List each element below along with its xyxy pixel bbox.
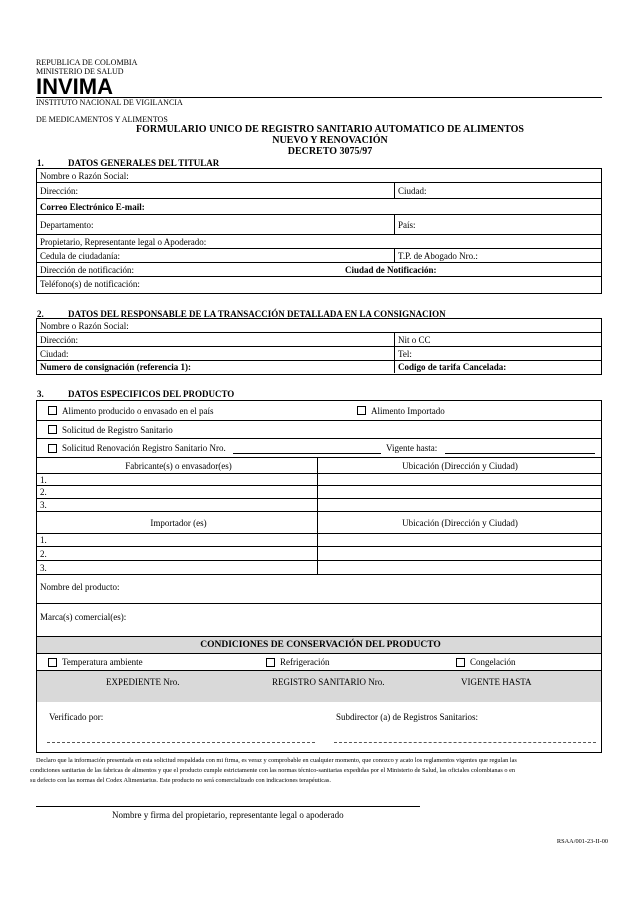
- section2-title: DATOS DEL RESPONSABLE DE LA TRANSACCIÓN DETALLADA EN LA CONSIGNACION: [68, 309, 446, 319]
- row-correo: [37, 199, 601, 215]
- importador-row-1-number[interactable]: 1.: [40, 535, 47, 545]
- alimento-importado-label: Alimento Importado: [371, 406, 445, 416]
- section2-box: [36, 318, 602, 375]
- section3-number: 3.: [37, 389, 44, 399]
- row-expediente: [37, 671, 601, 702]
- departamento-field[interactable]: Departamento:: [40, 220, 94, 230]
- declaration: [30, 756, 606, 786]
- row-cedula: [37, 249, 601, 263]
- renovacion-nro-line[interactable]: [233, 453, 381, 454]
- row-verificacion: [37, 702, 601, 751]
- country-label: REPUBLICA DE COLOMBIA: [36, 58, 138, 67]
- declaration-line-2: condiciones sanitarias de las fabricas de alimentos y que el producto cumple estrictamente con las normas técnico-sanitarias expedidas por el Ministerio de Salud, las oficiales colombianas o en: [30, 767, 516, 774]
- pais-field[interactable]: País:: [398, 220, 416, 230]
- section1-title: DATOS GENERALES DEL TITULAR: [68, 158, 220, 168]
- section3-box: [36, 400, 602, 637]
- owner-signature-label: Nombre y firma del propietario, representante legal o apoderado: [112, 810, 344, 820]
- title-line-2: NUEVO Y RENOVACIÓN: [272, 135, 388, 146]
- s2-tarifa-field[interactable]: Codigo de tarifa Cancelada:: [398, 362, 507, 372]
- importador-row-2-number[interactable]: 2.: [40, 549, 47, 559]
- razon-social-field[interactable]: Nombre o Razón Social:: [40, 171, 129, 181]
- alimento-importado-checkbox[interactable]: [357, 406, 366, 415]
- row-telefono: [37, 277, 601, 292]
- row2-consignacion: [37, 361, 601, 373]
- ciudad-field[interactable]: Ciudad:: [398, 186, 427, 196]
- importador-header: Importador (es): [150, 518, 207, 528]
- s2-consignacion-field[interactable]: Numero de consignación (referencia 1):: [40, 362, 191, 372]
- refrigeracion-checkbox[interactable]: [266, 658, 275, 667]
- cedula-field[interactable]: Cedula de ciudadanía:: [40, 251, 120, 261]
- title-line-1: FORMULARIO UNICO DE REGISTRO SANITARIO AUTOMATICO DE ALIMENTOS: [136, 124, 524, 135]
- row-departamento: [37, 215, 601, 235]
- invima-logo: INVIMA: [36, 74, 113, 99]
- ministry-label: MINISTERIO DE SALUD: [36, 67, 124, 76]
- registro-label: REGISTRO SANITARIO Nro.: [272, 677, 385, 687]
- importador-row-1: [37, 534, 601, 547]
- title-line-3: DECRETO 3075/97: [287, 146, 373, 157]
- s2-tel-field[interactable]: Tel:: [398, 349, 412, 359]
- s2-ciudad-field[interactable]: Ciudad:: [40, 349, 69, 359]
- dir-notificacion-field[interactable]: Dirección de notificación:: [40, 265, 134, 275]
- s2-nit-field[interactable]: Nit o CC: [398, 335, 431, 345]
- tp-abogado-field[interactable]: T.P. de Abogado Nro.:: [398, 251, 478, 261]
- importador-row-2: [37, 547, 601, 561]
- alimento-pais-checkbox[interactable]: [48, 406, 57, 415]
- subdirector-signature-line[interactable]: [334, 742, 596, 743]
- owner-signature-line[interactable]: [36, 806, 420, 807]
- temperatura-checkbox[interactable]: [48, 658, 57, 667]
- form-title: [60, 124, 600, 157]
- fabricante-row-3-number[interactable]: 3.: [40, 500, 47, 510]
- row-importador-header: [37, 512, 601, 534]
- fabricante-row-3: [37, 499, 601, 512]
- solicitud-registro-label: Solicitud de Registro Sanitario: [62, 425, 173, 435]
- fabricante-header: Fabricante(s) o envasador(es): [125, 461, 232, 471]
- row-nombre-producto: [37, 575, 601, 604]
- nombre-producto-field[interactable]: Nombre del producto:: [40, 582, 120, 592]
- importador-row-3-number[interactable]: 3.: [40, 563, 47, 573]
- vigente-label: VIGENTE HASTA: [461, 677, 532, 687]
- alimento-pais-label: Alimento producido o envasado en el país: [62, 406, 214, 416]
- declaration-line-1: Declaro que la información presentada en esta solicitud respaldada con mi firma, es veraz y comprobable en cualquier momento, que conozco y acato los reglamentos vigentes que regulan las: [36, 757, 517, 764]
- row-solicitud-registro: [37, 421, 601, 439]
- declaration-line-3: su defecto con las normas del Codex Alimentarius. Este producto no será comercializado con indicaciones terapéuticas.: [30, 777, 331, 784]
- s2-razon-social-field[interactable]: Nombre o Razón Social:: [40, 321, 129, 331]
- solicitud-renovacion-label: Solicitud Renovación Registro Sanitario Nro.: [62, 443, 226, 453]
- row-fabricante-header: [37, 458, 601, 474]
- ciudad-notificacion-field[interactable]: Ciudad de Notificación:: [345, 265, 437, 275]
- subdirector-label: Subdirector (a) de Registros Sanitarios:: [336, 712, 478, 722]
- telefono-field[interactable]: Teléfono(s) de notificación:: [40, 279, 140, 289]
- temperatura-label: Temperatura ambiente: [62, 657, 143, 667]
- row-propietario: [37, 235, 601, 249]
- row2-razon-social: [37, 319, 601, 333]
- propietario-field[interactable]: Propietario, Representante legal o Apoderado:: [40, 237, 207, 247]
- expediente-label: EXPEDIENTE Nro.: [106, 677, 180, 687]
- importador-row-3: [37, 561, 601, 575]
- vigente-hasta-label: Vigente hasta:: [386, 443, 438, 453]
- congelacion-label: Congelación: [470, 657, 516, 667]
- conservacion-title: CONDICIONES DE CONSERVACIÓN DEL PRODUCTO: [200, 640, 441, 650]
- vigente-hasta-line[interactable]: [445, 453, 595, 454]
- solicitud-renovacion-checkbox[interactable]: [48, 444, 57, 453]
- section1-box: [36, 168, 602, 294]
- fabricante-row-2: [37, 486, 601, 499]
- fabricante-row-1: [37, 474, 601, 486]
- conservacion-title-row: [37, 637, 601, 654]
- congelacion-checkbox[interactable]: [456, 658, 465, 667]
- fabricante-row-1-number[interactable]: 1.: [40, 475, 47, 485]
- fabricante-ubicacion-header: Ubicación (Dirección y Ciudad): [402, 461, 518, 471]
- institute-label: INSTITUTO NACIONAL DE VIGILANCIA: [36, 98, 183, 107]
- row-temperaturas: [37, 654, 601, 671]
- importador-ubicacion-header: Ubicación (Dirección y Ciudad): [402, 518, 518, 528]
- row-solicitud-renovacion: [37, 439, 601, 458]
- correo-field[interactable]: Correo Electrónico E-mail:: [40, 202, 145, 212]
- section2-number: 2.: [37, 309, 44, 319]
- section1-number: 1.: [37, 158, 44, 168]
- refrigeracion-label: Refrigeración: [280, 657, 330, 667]
- row-razon-social: [37, 169, 601, 183]
- row-tipo-alimento: [37, 401, 601, 421]
- row-notificacion: [37, 263, 601, 277]
- row-direccion: [37, 183, 601, 199]
- form-code: RSAA/001-23-II-00: [556, 838, 608, 845]
- marcas-field[interactable]: Marca(s) comercial(es):: [40, 612, 127, 622]
- s2-direccion-field[interactable]: Dirección:: [40, 335, 78, 345]
- row2-ciudad: [37, 347, 601, 361]
- solicitud-registro-checkbox[interactable]: [48, 425, 57, 434]
- row2-direccion: [37, 333, 601, 347]
- institute-sub-label: DE MEDICAMENTOS Y ALIMENTOS: [36, 115, 168, 124]
- section3-title: DATOS ESPECIFICOS DEL PRODUCTO: [68, 389, 235, 399]
- verificado-label: Verificado por:: [49, 712, 104, 722]
- fabricante-row-2-number[interactable]: 2.: [40, 487, 47, 497]
- row-marcas: [37, 604, 601, 635]
- direccion-field[interactable]: Dirección:: [40, 186, 78, 196]
- verificado-signature-line[interactable]: [47, 742, 315, 743]
- conservacion-box: [36, 637, 602, 753]
